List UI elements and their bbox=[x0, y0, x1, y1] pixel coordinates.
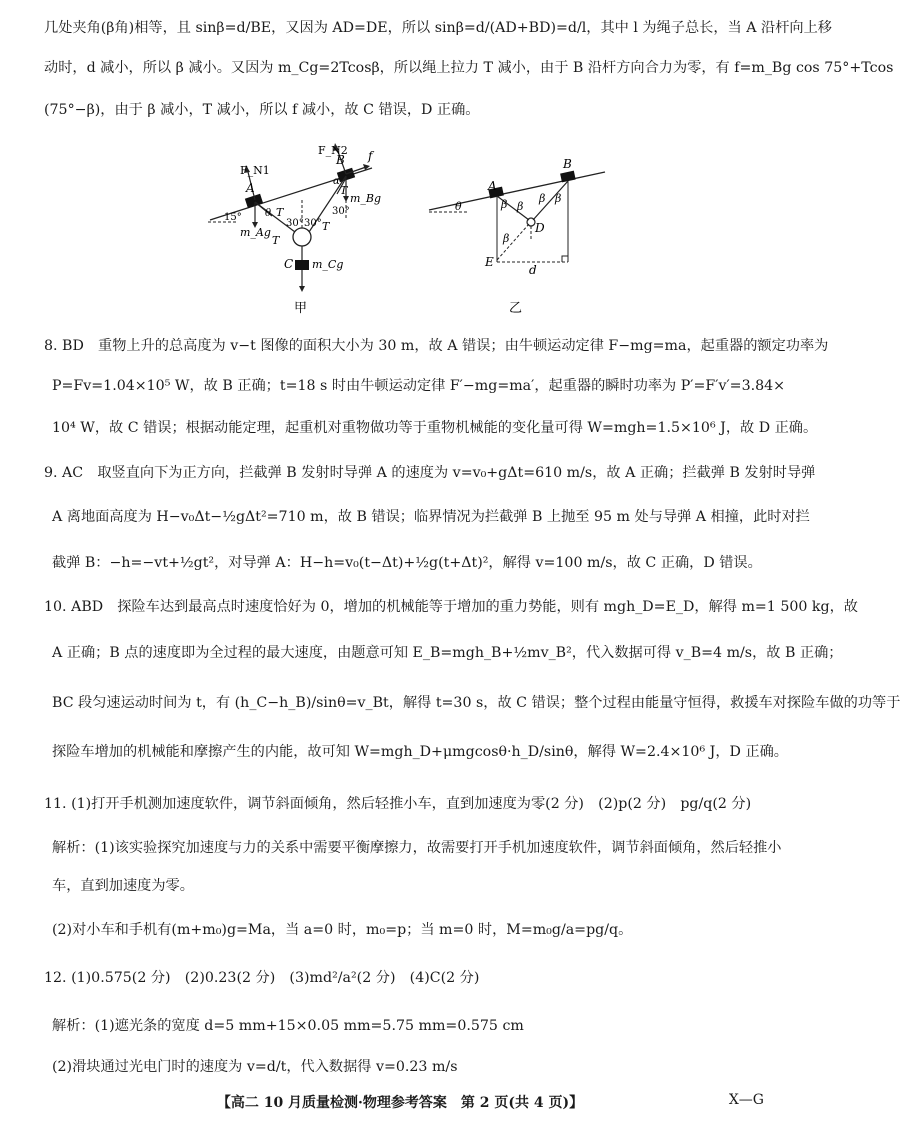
label-FN2: F_N2 bbox=[318, 144, 348, 157]
label-d: d bbox=[529, 263, 537, 277]
label-angle-15: 15° bbox=[224, 212, 242, 223]
label-angle-30: 30° bbox=[286, 218, 304, 229]
figure-yi bbox=[425, 150, 610, 320]
text-line: 10⁴ W，故 C 错误；根据动能定理，起重机对重物做功等于重物机械能的变化量可得 W=mgh=1.5×10⁶ J，故 D 正确。 bbox=[52, 420, 818, 436]
label-beta: β bbox=[539, 192, 546, 205]
text-line: 解析：(1)该实验探究加速度与力的关系中需要平衡摩擦力，故需要打开手机加速度软件，调节斜面倾角，然后轻推小 bbox=[52, 840, 782, 856]
label-C: C bbox=[284, 257, 294, 271]
figure-jia bbox=[200, 140, 390, 320]
text-line: P=Fv=1.04×10⁵ W，故 B 正确；t=18 s 时由牛顿运动定律 F′−mg=ma′，起重器的瞬时功率为 P′=F′v′=3.84× bbox=[52, 378, 786, 394]
label-theta: θ bbox=[265, 208, 272, 219]
label-B: B bbox=[336, 153, 345, 167]
text-line: (2)对小车和手机有(m+m₀)g=Ma，当 a=0 时，m₀=p；当 m=0 时，M=m₀g/a=pg/q。 bbox=[52, 922, 633, 938]
text-line: (2)滑块通过光电门时的速度为 v=d/t，代入数据得 v=0.23 m/s bbox=[52, 1059, 458, 1075]
label-A: A bbox=[246, 181, 255, 195]
text-line: A 离地面高度为 H−v₀Δt−½gΔt²=710 m，故 B 错误；临界情况为拦截弹 B 上抛至 95 m 处与导弹 A 相撞，此时对拦 bbox=[52, 509, 810, 525]
text-line: 解析：(1)遮光条的宽度 d=5 mm+15×0.05 mm=5.75 mm=0.575 cm bbox=[52, 1018, 524, 1034]
text-line: 截弹 B：−h=−vt+½gt²，对导弹 A：H−h=v₀(t−Δt)+½g(t+Δt)²，解得 v=100 m/s，故 C 正确，D 错误。 bbox=[52, 555, 762, 571]
label-T: T bbox=[276, 206, 284, 219]
label-A: A bbox=[488, 179, 497, 193]
label-alpha: α bbox=[333, 176, 340, 187]
label-mAg: m_Ag bbox=[240, 226, 271, 239]
label-angle-30: 30° bbox=[332, 206, 350, 217]
label-E: E bbox=[485, 255, 494, 269]
label-beta: β bbox=[555, 192, 562, 205]
label-B: B bbox=[563, 157, 572, 171]
text-line: 车，直到加速度为零。 bbox=[52, 878, 194, 894]
label-beta: β bbox=[503, 232, 510, 245]
text-line: 11. (1)打开手机测加速度软件，调节斜面倾角，然后轻推小车，直到加速度为零(2 分) (2)p(2 分) pg/q(2 分) bbox=[44, 796, 752, 812]
label-T: T bbox=[340, 184, 348, 197]
text-line: (75°−β)，由于 β 减小，T 减小，所以 f 减小，故 C 错误，D 正确。 bbox=[44, 102, 480, 118]
text-line: BC 段匀速运动时间为 t，有 (h_C−h_B)/sinθ=v_Bt，解得 t=30 s，故 C 错误；整个过程由能量守恒得，救援车对探险车做的功等于 bbox=[52, 695, 900, 711]
text-line: A 正确；B 点的速度即为全过程的最大速度，由题意可知 E_B=mgh_B+½mv_B²，代入数据可得 v_B=4 m/s，故 B 正确； bbox=[52, 645, 843, 661]
label-mCg: m_Cg bbox=[312, 258, 344, 271]
text-line: 10. ABD 探险车达到最高点时速度恰好为 0，增加的机械能等于增加的重力势能，则有 mgh_D=E_D，解得 m=1 500 kg，故 bbox=[44, 599, 858, 615]
text-line: 12. (1)0.575(2 分) (2)0.23(2 分) (3)md²/a²(2 分) (4)C(2 分) bbox=[44, 970, 480, 986]
page-footer: 【高二 10 月质量检测·物理参考答案 第 2 页(共 4 页)】 bbox=[216, 1095, 584, 1111]
text-line: 动时，d 减小，所以 β 减小。又因为 m_Cg=2Tcosβ，所以绳上拉力 T 减小，由于 B 沿杆方向合力为零，有 f=m_Bg cos 75°+Tcos bbox=[44, 60, 894, 76]
figure-caption: 乙 bbox=[509, 301, 523, 316]
label-f: f bbox=[368, 149, 373, 163]
text-line: 探险车增加的机械能和摩擦产生的内能，故可知 W=mgh_D+μmgcosθ·h_D/sinθ，解得 W=2.4×10⁶ J，D 正确。 bbox=[52, 744, 788, 760]
label-T: T bbox=[322, 220, 330, 233]
label-D: D bbox=[535, 221, 545, 235]
label-T: T bbox=[272, 234, 280, 247]
text-line: 8. BD 重物上升的总高度为 v−t 图像的面积大小为 30 m，故 A 错误；由牛顿运动定律 F−mg=ma，起重器的额定功率为 bbox=[44, 338, 829, 354]
text-line: 9. AC 取竖直向下为正方向，拦截弹 B 发射时导弹 A 的速度为 v=v₀+gΔt=610 m/s，故 A 正确；拦截弹 B 发射时导弹 bbox=[44, 465, 816, 481]
text-line: 几处夹角(β角)相等，且 sinβ=d/BE，又因为 AD=DE，所以 sinβ=d/(AD+BD)=d/l，其中 l 为绳子总长，当 A 沿杆向上移 bbox=[44, 20, 832, 36]
label-FN1: F_N1 bbox=[240, 164, 270, 177]
label-angle-30: 30° bbox=[304, 218, 322, 229]
label-mBg: m_Bg bbox=[350, 192, 382, 205]
label-beta: β bbox=[517, 200, 524, 213]
document-code: X—G bbox=[728, 1092, 764, 1108]
label-beta: β bbox=[501, 198, 508, 211]
figure-caption: 甲 bbox=[294, 301, 308, 316]
label-theta: θ bbox=[455, 200, 462, 213]
